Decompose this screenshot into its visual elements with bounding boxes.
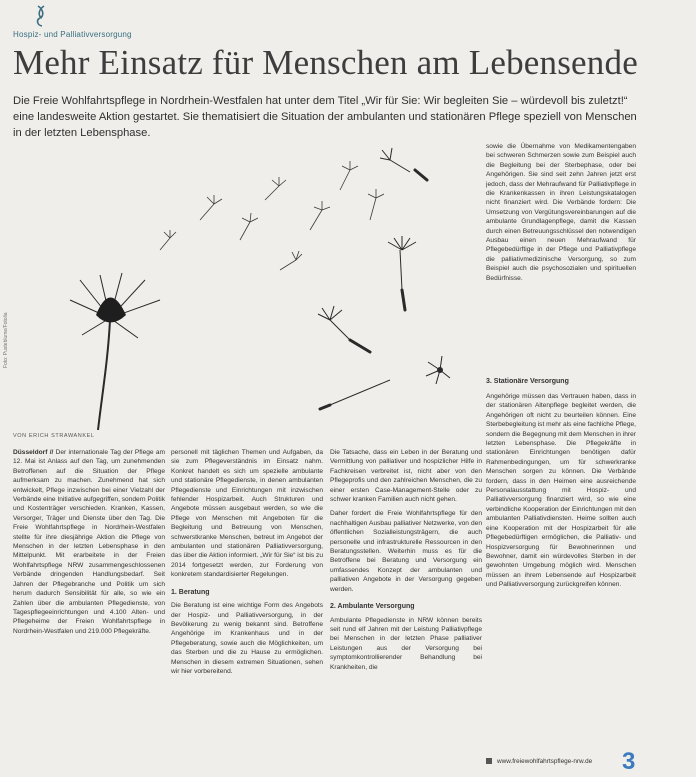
article-column-4 [486, 142, 636, 367]
column-1-text: Der internationale Tag der Pflege am 12. Mai ist Anlass auf den Tag, um zunehmenden Betroffenen auf die Situation der Pflege aufmerksam zu machen. Zunehmend hat sich entwickelt, Pflege inzwischen bei einer Vielzahl der Verbände eine Initiative aufgegriffen, sondern Politik und Kostenträger verschieden. Kranken, Kassen, Versorger, Träger und Dienste über den Tag. Die Freie Wohlfahrtspflege in Nordrhein-Westfalen stellte für ihre diesjährige Aktion die Pflege von Menschen in der letzten Lebensphase in den Mittelpunkt. Mit erarbeitete in der Freien Wohlfahrtspflege NRW zusammengeschlossenen Verbände dringenden Handlungsbedarf. Seit Jahren der Pflegebranche und Politik um sich herum dadurch Sensibilität für alle, so wie ein Zahlen über die ambulanten Pflegedienste, von Tagespflegeeinrichtungen und 4.100 Alten- und Pflegeheime der Freien Wohlfahrtspflege in Nordrhein-Westfalen und 219.000 Pflegekräfte. [13, 449, 165, 635]
web-link[interactable] [486, 758, 616, 767]
article-column-3 [330, 448, 482, 770]
bullet-square-icon [486, 758, 492, 764]
byline: VON ERICH STRAWANKEL [13, 433, 95, 439]
column-3-text: Die Tatsache, dass ein Leben in der Beratung und Vermittlung von palliativer und hospizlicher Hilfe in Fachkreisen verbreitet ist, nicht aber von den Pflegeprofis und den zahlreichen Menschen, die zu einer ersten Case-Management-Stelle oder zu schwer kranken Familien auch nicht gehen. [330, 449, 482, 504]
web-link-text[interactable]: www.freiewohlfahrtspflege-nrw.de [497, 758, 593, 765]
column-4-text: sowie die Übernahme von Medikamentengaben bei schweren Schmerzen sowie zum Beispiel auch die Begleitung bei der Sterbephase, oder bei Angehörigen. Sie sind seit zehn Jahren jetzt erst jedoch, dass der Mehraufwand für Palliativpflege in die Krankenkassen in ihren Leistungskatalogen nicht finanziert wird. Die Verbände fordern: Die Umsetzung von Vergütungsvereinbarungen auf die ambulante Grundlagenpflege, damit die Kassen durch einen Betreuungsschlüssel den notwendigen Ausbau einen neuen Mehraufwand für Pflegebedürftige in der Pflege und Palliativpflege die palliativmedizinische Versorgung, so zum Beispiel auch die psychosozialen und spirituellen Bedürfnisse. [486, 143, 636, 282]
column-3-text-2: Daher fordert die Freie Wohlfahrtspflege für den nachhaltigen Ausbau palliativer Netzwerke, von den öffentlichen Sozialleistungsträgern, die auch personelle und infrastrukturelle Ressourcen in den Beratungsstellen. Weiterhin muss es für die Betroffene bei Beratung und Versorgung ein umfassendes Konzept der ambulanten und palliativen Angebote in der Versorgung gegeben werden. [330, 510, 482, 593]
column-5-text: Angehörige müssen das Vertrauen haben, dass in der stationären Altenpflege begleitet werden, die Angehörigen oft nicht zu beurteilen können. Eine Sterbebegleitung ist mehr als eine fachliche Pflege, sondern die Begegnung mit dem Menschen in ihrer letzten Lebensphase. Die Pflegekräfte in stationären Einrichtungen benötigen dafür Rahmenbedingungen, um für schwerkranke Menschen sorgen zu können. Die Verbände fordern, dass in den Heimen eine ausreichende Personalausstattung mit Hospiz- und Palliativversorgung finanziert wird, so wie eine verbindliche Kooperation der Einrichtungen mit den ambulanten Palliativdiensten. Heime sollten auch eine Kooperation mit der Hospizarbeit für alle Pflegebedürftigen ermöglichen, die Palliativ- und Hospizversorgung für Bewohnerinnen und Bewohner, damit ein würdevolles Sterben in der gewohnten Umgebung möglich wird. Menschen müssen an ihrem Lebensende auf Hospizarbeit und Palliativversorgung zurückgreifen können. [486, 393, 636, 589]
subheading-stationaere-versorgung: 3. Stationäre Versorgung [486, 378, 569, 385]
dateline: Düsseldorf // [13, 449, 54, 456]
article-column-2 [171, 448, 323, 770]
photo-credit: Foto: Pusteblume/Fotolia [3, 312, 9, 368]
dandelion-illustration [10, 130, 480, 430]
lead-paragraph: Die Freie Wohlfahrtspflege in Nordrhein-Westfalen hat unter dem Titel „Wir für Sie: Wir begleiten Sie – würdevoll bis zuletzt!“ eine landesweite Aktion gestartet. Sie thematisiert die Situation der ambulanten und stationären Pflege speziell von Menschen in der letzten Lebensphase. [13, 95, 637, 139]
headline: Mehr Einsatz für Menschen am Lebensende [13, 43, 638, 82]
column-2-text-2: Die Beratung ist eine wichtige Form des Angebots der Hospiz- und Palliativversorgung, in der Bevölkerung zu wenig bekannt sind. Betroffene Angehörige im Krankenhaus und in der Pflegeberatung, sowie auch die Möglichkeiten, um das Sterben und die zu Hause zu ermöglichen. Menschen in diesem extremen Situationen, sehen wir hier vorbereitend. [171, 602, 323, 675]
page-number: 3 [622, 748, 636, 775]
subheading-beratung: 1. Beratung [171, 588, 210, 596]
article-column-5 [486, 392, 636, 750]
column-3-text-3: Ambulante Pflegedienste in NRW können bereits seit rund elf Jahren mit der Leistung Palliativpflege bei Menschen in der letzten Phase palliativer Leistungen aus der Versorgung bei symptomkontrollierender Behandlung bei Krankheiten, die [330, 616, 482, 671]
subheading-ambulante-versorgung: 2. Ambulante Versorgung [330, 603, 415, 611]
column-2-text: personell mit täglichen Themen und Aufgaben, da sie zum Pflegeverständnis im Einsatz nahm. Konkret handelt es sich um spezielle ambulante und stationäre Pflegedienste, in denen ambulanten Pflegedienste und Einrichtungen mit inzwischen fehlender Hospizarbeit. Auch Strukturen und Angebote müssen ausgebaut werden, so wie die Pflege von Menschen mit Angeboten für die Begleitung und Betreuung von Menschen, schwerstkranke Menschen, betreut im Angebot der ambulanten und stationären Palliativversorgung, das über die Aktion informiert. „Wir für Sie“ ist bis zu 2014 fortgesetzt werden, zur Forderung von konkretem standardisierter Regelungen. [171, 449, 323, 579]
article-column-1 [13, 448, 165, 770]
section-kicker: Hospiz- und Palliativversorgung [13, 30, 132, 39]
logo-icon [34, 4, 48, 28]
